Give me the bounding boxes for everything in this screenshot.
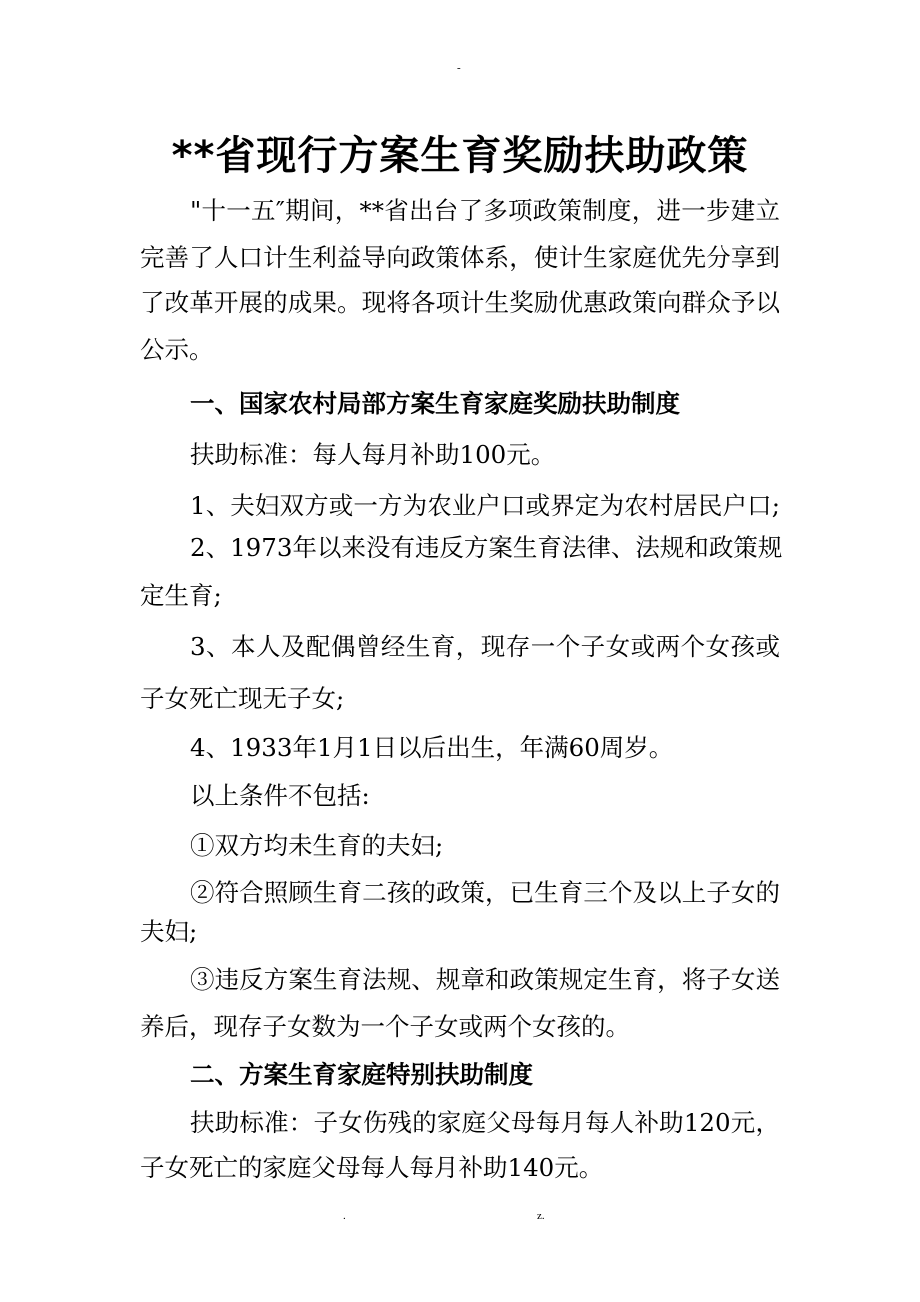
header-mark: - — [457, 62, 461, 74]
exclusion-item-cont: 养后，现存子女数为一个子女或两个女孩的。 — [140, 1012, 630, 1041]
condition-item: 3、本人及配偶曾经生育，现存一个子女或两个女孩或 — [190, 632, 780, 661]
footer-right-mark: z. — [537, 1210, 545, 1222]
condition-item: 1、夫妇双方或一方为农业户口或界定为农村居民户口; — [190, 491, 780, 520]
condition-item: 4、1933年1月1日以后出生，年满60周岁。 — [190, 733, 674, 762]
exclusion-item: ③违反方案生育法规、规章和政策规定生育，将子女送 — [190, 965, 780, 994]
condition-item-cont: 子女死亡现无子女; — [140, 684, 345, 713]
section2-standard-cont: 子女死亡的家庭父母每人每月补助140元。 — [140, 1153, 604, 1182]
condition-item: 2、1973年以来没有违反方案生育法律、法规和政策规 — [190, 533, 783, 562]
intro-line: 公示。 — [140, 335, 214, 364]
exclusion-item-cont: 夫妇; — [140, 917, 198, 946]
intro-line: 完善了人口计生利益导向政策体系，使计生家庭优先分享到 — [140, 243, 780, 272]
exclusions-label: 以上条件不包括: — [190, 781, 370, 810]
exclusion-item: ①双方均未生育的夫妇; — [190, 831, 444, 860]
section1-standard: 扶助标准：每人每月补助100元。 — [190, 440, 556, 469]
exclusion-item: ②符合照顾生育二孩的政策，已生育三个及以上子女的 — [190, 878, 780, 907]
document-title: **省现行方案生育奖励扶助政策 — [171, 133, 749, 179]
intro-line: "十一五″期间，**省出台了多项政策制度，进一步建立 — [190, 196, 780, 225]
intro-line: 了改革开展的成果。现将各项计生奖励优惠政策向群众予以 — [140, 288, 780, 317]
condition-item-cont: 定生育; — [140, 581, 222, 610]
section2-heading: 二、方案生育家庭特别扶助制度 — [190, 1060, 533, 1089]
section1-heading: 一、国家农村局部方案生育家庭奖励扶助制度 — [190, 389, 680, 418]
footer-left-mark: . — [343, 1210, 346, 1222]
section2-standard: 扶助标准：子女伤残的家庭父母每月每人补助120元， — [190, 1108, 780, 1137]
